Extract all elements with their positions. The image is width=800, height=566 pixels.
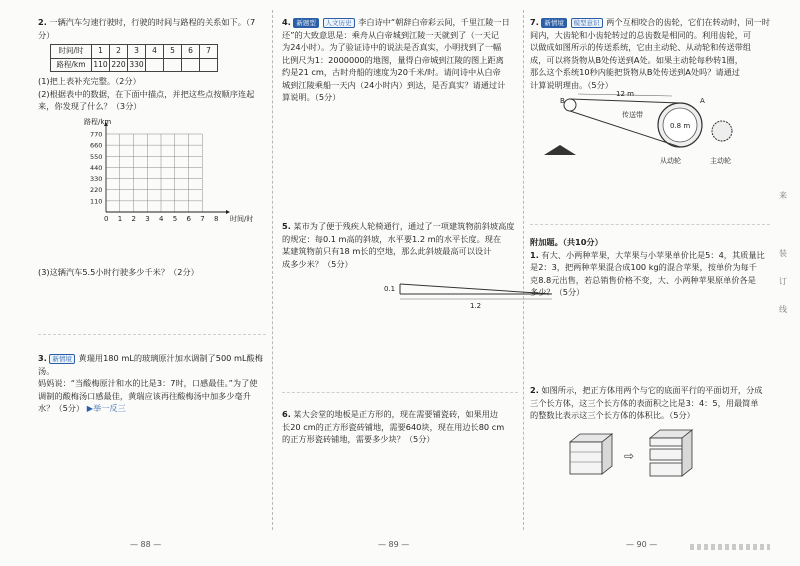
y-tick-label: 440 — [90, 163, 103, 172]
table-cell: 5 — [164, 45, 182, 59]
y-axis-label: 路程/km — [84, 117, 112, 126]
question-7-line6: 计算说明理由。（5分） — [530, 79, 613, 90]
bonus-q1-number: 1. — [530, 249, 539, 260]
page-number-89: — 89 — — [378, 540, 410, 549]
belt-top — [570, 99, 680, 103]
question-2-sub1: (1)把上表补充完整。（2分） — [38, 76, 141, 86]
question-4-tag-new: 新题型 — [293, 18, 319, 28]
point-b-label: B — [560, 97, 565, 105]
table-cell-blank[interactable] — [164, 58, 182, 72]
question-4-line2: 还”的大致意思是：乘舟从白帝城到江陵一天就到了（一天记 — [282, 29, 500, 40]
bonus-q2-number: 2. — [530, 385, 539, 395]
question-5-line2: 的规定：每0.1 m高的斜坡，水平要1.2 m的水平长度。现在 — [282, 233, 502, 244]
y-tick-label: 110 — [90, 196, 103, 205]
bonus-q1-line1: 有大、小两种苹果，大苹果与小苹果单价比是5：4，其质量比 — [541, 249, 765, 260]
y-tick-label: 550 — [90, 152, 103, 161]
question-4-line1: 李白诗中“朝辞白帝彩云间，千里江陵一日 — [358, 17, 510, 27]
bonus-title: 附加题。（共10分） — [530, 237, 603, 247]
belt-label: 传送带 — [622, 111, 643, 119]
x-tick-label: 3 — [145, 214, 150, 223]
question-4-line6: 城到江陵乘船一天内（24小时内）到达，是否真实？请通过计 — [282, 79, 506, 90]
column-2 — [282, 12, 518, 542]
page-number-90: — 90 — — [626, 540, 658, 549]
y-tick-label: 330 — [90, 174, 103, 183]
x-tick-label: 4 — [159, 214, 164, 223]
table-cell: 110 — [92, 58, 110, 72]
column-3 — [530, 12, 770, 542]
question-2-sub2b: 来，你发现了什么？（3分） — [38, 101, 142, 111]
arrow-icon: ⇨ — [624, 448, 635, 463]
question-7-line3: 以做成如图所示的传送系统，它由主动轮、从动轮和传送带组 — [530, 42, 752, 52]
binding-mark: 线 — [779, 305, 787, 314]
table-header-distance: 路程/km — [51, 58, 92, 72]
question-4-line7: 算说明。（5分） — [282, 92, 341, 102]
section-divider — [282, 392, 518, 393]
question-2-sub3: (3)这辆汽车5.5小时行驶多少千米？（2分） — [38, 266, 199, 277]
question-3 — [38, 352, 266, 415]
question-5-line4: 成多少米？（5分） — [282, 258, 353, 269]
table-cell: 4 — [146, 45, 164, 59]
practice-link[interactable]: ▶举一反三 — [86, 403, 126, 413]
question-4-tag-history: 人文历史 — [323, 18, 355, 28]
question-6-number: 6. — [282, 409, 291, 419]
cube-cut-figure — [570, 430, 720, 480]
question-3-number: 3. — [38, 353, 47, 363]
table-row-time — [51, 45, 218, 59]
table-cell: 220 — [110, 58, 128, 72]
bonus-q1-line4: 多少？（5分） — [530, 287, 585, 297]
distance-label: 12 m — [616, 90, 634, 98]
point-a-label: A — [700, 97, 705, 105]
cube-front — [570, 442, 602, 474]
x-tick-label: 5 — [172, 214, 178, 223]
question-7-line1: 两个互相咬合的齿轮，它们在转动时，同一时 — [606, 17, 770, 27]
footer-decoration — [690, 544, 770, 550]
table-cell-blank[interactable] — [182, 58, 200, 72]
question-7-line4: 成，可以将货物从B处传送到A处。如果主动轮每秒转1圈， — [530, 54, 743, 65]
block-3 — [650, 463, 682, 476]
question-6 — [282, 408, 518, 446]
question-5-number: 5. — [282, 221, 291, 231]
question-7-tag-new: 新情境 — [541, 18, 567, 28]
table-cell: 1 — [92, 45, 110, 59]
column-1 — [38, 12, 266, 542]
question-4-line4: 比例尺为1：2000000的地图，量得白帝城到江陵的图上距离 — [282, 54, 504, 65]
driver-wheel-label: 主动轮 — [710, 157, 731, 165]
question-5-line3: 某建筑物前只有18 m长的空地，那么此斜坡最高可以设计 — [282, 246, 492, 256]
table-cell-blank[interactable] — [200, 58, 218, 72]
question-5-line1: 某市为了便于残疾人轮椅通行，通过了一项建筑物前斜坡高度 — [293, 221, 515, 231]
bonus-q2-line1: 如图所示，把正方体用两个与它的底面平行的平面切开，分成 — [541, 385, 763, 395]
x-axis-arrow — [226, 210, 230, 214]
block-side — [682, 430, 692, 476]
x-tick-label: 6 — [186, 214, 191, 223]
x-tick-label: 2 — [131, 214, 136, 223]
y-tick-label: 770 — [90, 130, 103, 138]
question-7-number: 7. — [530, 17, 539, 27]
column-divider-2 — [523, 10, 524, 530]
block-1 — [650, 438, 682, 446]
x-tick-label: 7 — [200, 214, 205, 223]
bonus-q1-line3: 克8.8元出售，若总销售价格不变，大、小两种苹果原单价各是 — [530, 274, 756, 285]
table-cell: 3 — [128, 45, 146, 59]
section-divider — [38, 334, 266, 335]
cargo-pile — [544, 145, 576, 155]
question-2-number: 2. — [38, 17, 47, 27]
column-divider-1 — [272, 10, 273, 530]
ramp-height-label: 0.1 — [384, 285, 396, 293]
binding-mark: 来 — [779, 191, 787, 200]
question-2 — [38, 16, 266, 278]
question-7-line2: 间内，大齿轮和小齿轮转过的总齿数是相同的。利用齿轮，可 — [530, 29, 752, 40]
question-2-sub2a: (2)根据表中的数据，在下面中描点，并把这些点按顺序连起 — [38, 88, 255, 99]
question-3-line4: 水？（5分） — [38, 403, 85, 413]
question-3-tag: 新情境 — [49, 354, 75, 364]
question-6-line3: 的正方形瓷砖铺地，需要多少块？（5分） — [282, 434, 435, 444]
question-3-line2: 妈妈说：“当酸梅原汁和水的比是3：7时，口感最佳。”为了使 — [38, 378, 258, 388]
question-5 — [282, 220, 518, 314]
distance-time-grid-chart[interactable] — [78, 116, 254, 226]
table-row-distance — [51, 58, 218, 72]
x-axis-label: 时间/时 — [230, 214, 254, 223]
question-4 — [282, 16, 518, 104]
table-header-time: 时间/时 — [51, 45, 92, 59]
bonus-q2-line3: 的整数比表示这三个长方体的体积比。（5分） — [530, 410, 695, 420]
section-divider — [530, 224, 770, 225]
driver-wheel — [712, 121, 732, 141]
driven-wheel-label: 从动轮 — [660, 157, 681, 165]
bonus-section — [530, 236, 770, 299]
bonus-q1-line2: 是2：3，把两种苹果混合成100 kg的混合苹果，按单价为每千 — [530, 262, 757, 272]
question-4-number: 4. — [282, 17, 291, 27]
bonus-q2-line2: 三个长方体，这三个长方体的表面积之比是3：4：5，用最简单 — [530, 397, 759, 408]
question-6-line1: 某大会堂的地板是正方形的，现在需要铺瓷砖，如果用边 — [293, 409, 499, 419]
table-cell: 2 — [110, 45, 128, 59]
ramp-length-label: 1.2 — [470, 302, 482, 310]
question-6-line2: 长20 cm的正方形瓷砖铺地，需要640块，现在用边长80 cm — [282, 421, 505, 432]
y-tick-label: 660 — [90, 141, 103, 150]
question-3-line1: 黄瑞用180 mL的玻璃原汁加水调制了500 mL酸梅汤。 — [38, 353, 263, 376]
question-3-line3: 调制的酸梅汤口感最佳，黄瑞应该再往酸梅汤中加多少毫升 — [38, 390, 251, 401]
question-2-stem: 一辆汽车匀速行驶时，行驶的时间与路程的关系如下。（7分） — [38, 17, 256, 40]
table-cell: 7 — [200, 45, 218, 59]
question-7-tag-model: 模型意识 — [571, 18, 603, 28]
table-cell-blank[interactable] — [146, 58, 164, 72]
y-tick-label: 220 — [90, 185, 103, 194]
bonus-question-2 — [530, 384, 770, 480]
x-tick-label: 8 — [214, 214, 219, 223]
question-7-line5: 那么这个系统10秒内能把货物从B处传送到A处吗？请通过 — [530, 67, 740, 77]
x-tick-label: 1 — [117, 214, 123, 223]
time-distance-table — [50, 44, 218, 72]
binding-mark: 装 — [779, 249, 787, 258]
table-cell: 6 — [182, 45, 200, 59]
question-4-line5: 约是21 cm，古时舟船的速度为20千米/时。请问诗中从白帝 — [282, 67, 501, 77]
table-cell: 330 — [128, 58, 146, 72]
conveyor-figure — [530, 90, 760, 171]
left-pulley — [564, 99, 576, 111]
wheel-diameter-label: 0.8 m — [670, 122, 691, 130]
question-7 — [530, 16, 770, 171]
x-tick-label: 0 — [104, 214, 109, 223]
block-2 — [650, 449, 682, 460]
question-4-line3: 为24小时）。为了验证诗中的说法是否真实，小明找到了一幅 — [282, 42, 502, 52]
binding-mark: 订 — [779, 277, 787, 286]
page-number-88: — 88 — — [130, 540, 162, 549]
